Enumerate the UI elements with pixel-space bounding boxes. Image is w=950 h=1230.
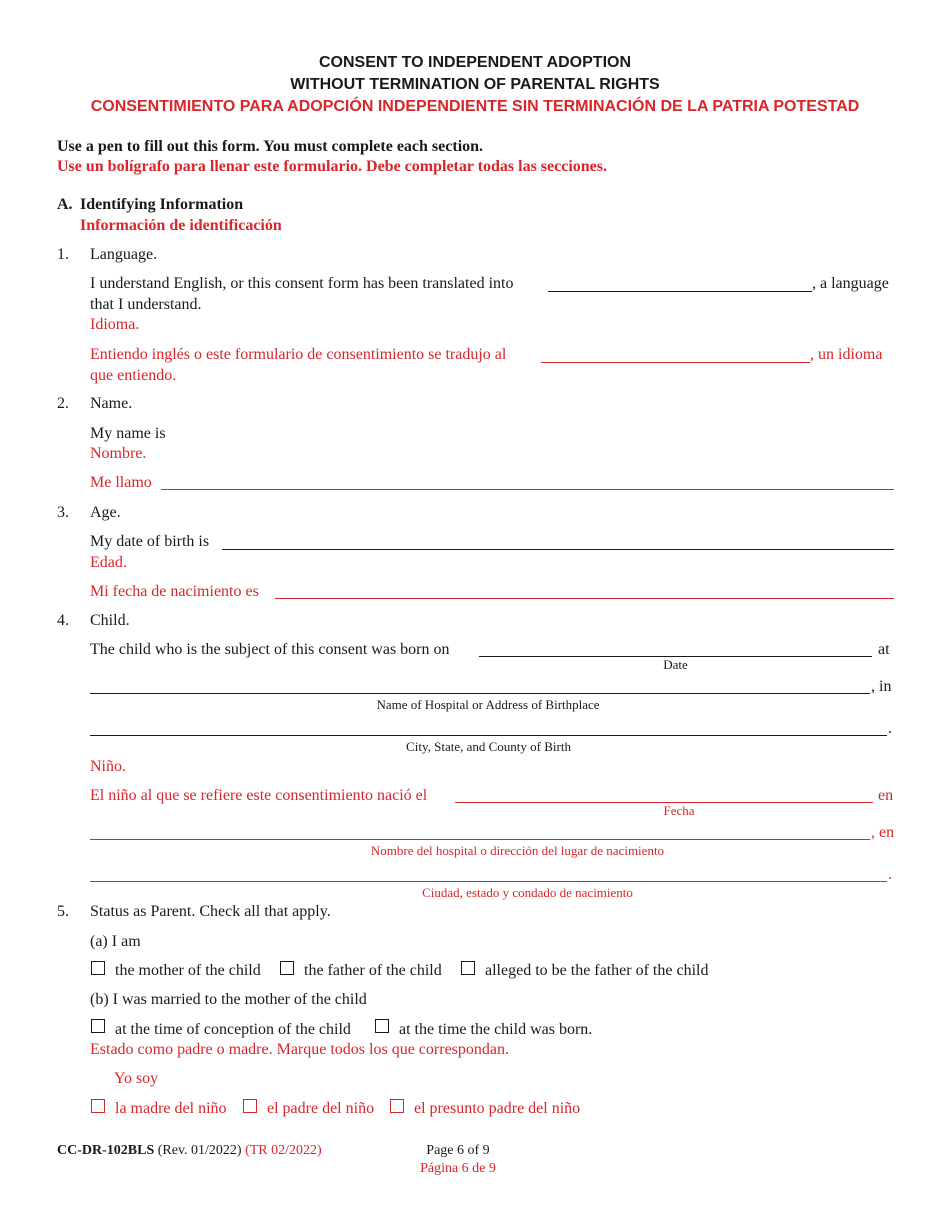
q5-part-b: (b) I was married to the mother of the child [90, 991, 367, 1008]
q4-text: The child who is the subject of this consent was born on [90, 641, 450, 658]
form-number: CC-DR-102BLS [57, 1143, 155, 1158]
form-title: CONSENT TO INDEPENDENT ADOPTION [318, 54, 632, 71]
label-born: at the time the child was born. [399, 1021, 593, 1038]
q4-period: . [888, 720, 892, 737]
q4-at: at [878, 641, 890, 658]
q1-label: Language. [90, 246, 158, 263]
checkbox-father[interactable] [280, 961, 294, 975]
date-of-birth-field-es[interactable] [275, 598, 894, 599]
name-field[interactable] [161, 489, 894, 490]
checkbox-conception[interactable] [91, 1019, 105, 1033]
hospital-caption-es: Nombre del hospital o dirección del lugar de nacimiento [370, 843, 665, 858]
q5-label: Status as Parent. Check all that apply. [90, 903, 331, 920]
q2-text: My name is [90, 425, 166, 442]
label-mother: the mother of the child [115, 962, 261, 979]
label-father: the father of the child [304, 962, 442, 979]
q5-label-es: Estado como padre o madre. Marque todos los que correspondan. [90, 1041, 509, 1058]
form-translation-revision: (TR 02/2022) [245, 1143, 322, 1158]
page-number-es: Página 6 de 9 [420, 1161, 496, 1176]
q4-in: , in [871, 678, 892, 695]
instructions: Use a pen to fill out this form. You must complete each section. [57, 138, 484, 155]
q5-part-a: (a) I am [90, 933, 141, 950]
city-state-county-field[interactable] [90, 735, 887, 736]
q3-text: My date of birth is [90, 533, 210, 550]
checkbox-mother-es[interactable] [91, 1099, 105, 1113]
date-caption-es: Fecha [663, 803, 695, 818]
checkbox-alleged-father-es[interactable] [390, 1099, 404, 1113]
q4-in-es: , en [871, 824, 895, 841]
q1-text-after-es: , un idioma [810, 346, 883, 363]
form-revision: (Rev. 01/2022) [154, 1143, 246, 1158]
q1-text-es: Entiendo inglés o este formulario de consentimiento se tradujo al [90, 346, 507, 363]
q4-label: Child. [90, 612, 130, 629]
q2-label-es: Nombre. [90, 445, 147, 462]
form-title-es: CONSENTIMIENTO PARA ADOPCIÓN INDEPENDIENTE SIN TERMINACIÓN DE LA PATRIA POTESTAD [90, 98, 860, 115]
q4-number: 4. [57, 612, 69, 629]
q1-text: I understand English, or this consent form has been translated into [90, 275, 514, 292]
checkbox-alleged-father[interactable] [461, 961, 475, 975]
q1-number: 1. [57, 246, 69, 263]
hospital-field[interactable] [90, 693, 870, 694]
q4-period-es: . [888, 866, 892, 883]
checkbox-father-es[interactable] [243, 1099, 257, 1113]
date-of-birth-field[interactable] [222, 549, 894, 550]
q1-label-es: Idioma. [90, 316, 140, 333]
q1-text-line2: that I understand. [90, 296, 202, 313]
q5-number: 5. [57, 903, 69, 920]
language-field[interactable] [548, 291, 812, 292]
hospital-field-es[interactable] [90, 839, 870, 840]
label-alleged-father-es: el presunto padre del niño [414, 1100, 581, 1117]
q3-text-es: Mi fecha de nacimiento es [90, 583, 259, 600]
city-caption-es: Ciudad, estado y condado de nacimiento [422, 885, 633, 900]
q2-number: 2. [57, 395, 69, 412]
checkbox-born[interactable] [375, 1019, 389, 1033]
q5-part-a-es: Yo soy [114, 1070, 159, 1087]
footer-form-id [57, 1142, 322, 1160]
q3-number: 3. [57, 504, 69, 521]
city-state-county-field-es[interactable] [90, 881, 887, 882]
q3-label-es: Edad. [90, 554, 127, 571]
label-conception: at the time of conception of the child [115, 1021, 351, 1038]
q4-label-es: Niño. [90, 758, 126, 775]
date-caption: Date [663, 657, 688, 672]
q1-text-line2-es: que entiendo. [90, 367, 177, 384]
label-alleged-father: alleged to be the father of the child [485, 962, 709, 979]
q2-label: Name. [90, 395, 133, 412]
q4-text-es: El niño al que se refiere este consentimiento nació el [90, 787, 428, 804]
hospital-caption: Name of Hospital or Address of Birthplace [376, 697, 600, 712]
label-mother-es: la madre del niño [115, 1100, 227, 1117]
section-a-title: Identifying Information [80, 196, 244, 213]
q4-at-es: en [878, 787, 894, 804]
form-subtitle: WITHOUT TERMINATION OF PARENTAL RIGHTS [290, 76, 660, 93]
instructions-es: Use un bolígrafo para llenar este formulario. Debe completar todas las secciones. [57, 158, 608, 175]
q1-text-after: , a language [812, 275, 889, 292]
q3-label: Age. [90, 504, 121, 521]
page-number: Page 6 of 9 [426, 1143, 490, 1158]
q2-text-es: Me llamo [90, 474, 152, 491]
language-field-es[interactable] [541, 362, 810, 363]
checkbox-mother[interactable] [91, 961, 105, 975]
section-a-letter: A. [57, 196, 73, 213]
city-caption: City, State, and County of Birth [406, 739, 571, 754]
label-father-es: el padre del niño [267, 1100, 375, 1117]
section-a-title-es: Información de identificación [80, 217, 282, 234]
